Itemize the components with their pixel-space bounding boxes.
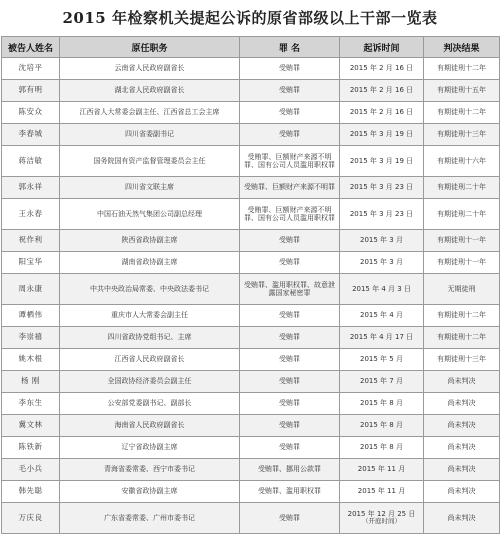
cell-position: 中共中央政治局常委、中央政法委书记 (60, 274, 240, 305)
cell-charge: 受贿罪 (240, 393, 340, 415)
cell-name: 祝作利 (2, 230, 60, 252)
cell-verdict: 有期徒刑十一年 (424, 252, 500, 274)
cell-name: 冀文林 (2, 415, 60, 437)
table-body (2, 58, 500, 534)
cell-charge: 受贿罪 (240, 371, 340, 393)
cell-position: 陕西省政协副主席 (60, 230, 240, 252)
cell-date: 2015 年 8 月 (340, 415, 424, 437)
cell-name: 谭栖伟 (2, 305, 60, 327)
cell-verdict: 有期徒刑十三年 (424, 349, 500, 371)
cell-charge: 受贿罪 (240, 415, 340, 437)
cell-charge: 受贿罪、挪用公款罪 (240, 459, 340, 481)
cell-position: 海南省人民政府副省长 (60, 415, 240, 437)
cell-verdict: 有期徒刑十六年 (424, 146, 500, 177)
officials-table (1, 36, 500, 534)
cell-date: 2015 年 8 月 (340, 393, 424, 415)
cell-date: 2015 年 11 月 (340, 459, 424, 481)
cell-date: 2015 年 4 月 (340, 305, 424, 327)
table-row (2, 305, 500, 327)
cell-position: 安徽省政协副主席 (60, 481, 240, 503)
table-row (2, 199, 500, 230)
cell-charge: 受贿罪 (240, 503, 340, 534)
table-row (2, 177, 500, 199)
cell-name: 毛小兵 (2, 459, 60, 481)
cell-date: 2015 年 3 月 19 日 (340, 124, 424, 146)
cell-date: 2015 年 12 月 25 日 （开庭时间） (340, 503, 424, 534)
cell-position: 江西省人大常委会副主任、江西省总工会主席 (60, 102, 240, 124)
cell-position: 湖北省人民政府副省长 (60, 80, 240, 102)
cell-date: 2015 年 3 月 19 日 (340, 146, 424, 177)
cell-position: 辽宁省政协副主席 (60, 437, 240, 459)
cell-charge: 受贿罪、巨额财产来源不明罪、国有公司人员滥用职权罪 (240, 146, 340, 177)
cell-position: 公安部党委副书记、副部长 (60, 393, 240, 415)
cell-verdict: 尚未判决 (424, 371, 500, 393)
cell-date: 2015 年 3 月 23 日 (340, 199, 424, 230)
cell-name: 郭有明 (2, 80, 60, 102)
cell-verdict: 有期徒刑二十年 (424, 177, 500, 199)
cell-name: 姚木根 (2, 349, 60, 371)
cell-date: 2015 年 5 月 (340, 349, 424, 371)
cell-position: 云南省人民政府副省长 (60, 58, 240, 80)
table-row (2, 371, 500, 393)
cell-verdict: 有期徒刑二十年 (424, 199, 500, 230)
cell-name: 陈安众 (2, 102, 60, 124)
cell-name: 沈培平 (2, 58, 60, 80)
column-header-name: 被告人姓名 (2, 37, 60, 58)
cell-name: 陈铁新 (2, 437, 60, 459)
cell-verdict: 有期徒刑十一年 (424, 230, 500, 252)
cell-verdict: 尚未判决 (424, 481, 500, 503)
cell-position: 青海省委常委、西宁市委书记 (60, 459, 240, 481)
cell-position: 四川省委副书记 (60, 124, 240, 146)
cell-name: 万庆良 (2, 503, 60, 534)
cell-date: 2015 年 11 月 (340, 481, 424, 503)
date-note: （开庭时间） (362, 517, 401, 526)
cell-position: 全国政协经济委员会副主任 (60, 371, 240, 393)
table-row (2, 437, 500, 459)
cell-date: 2015 年 2 月 16 日 (340, 80, 424, 102)
cell-position: 四川省政协党组书记、主席 (60, 327, 240, 349)
table-row (2, 80, 500, 102)
cell-position: 湖南省政协副主席 (60, 252, 240, 274)
table-row (2, 146, 500, 177)
column-header-verdict: 判决结果 (424, 37, 500, 58)
column-header-charge: 罪 名 (240, 37, 340, 58)
cell-charge: 受贿罪 (240, 102, 340, 124)
cell-verdict: 尚未判决 (424, 459, 500, 481)
column-header-date: 起诉时间 (340, 37, 424, 58)
cell-position: 江西省人民政府副省长 (60, 349, 240, 371)
cell-name: 周永康 (2, 274, 60, 305)
cell-charge: 受贿罪、巨额财产来源不明罪 (240, 177, 340, 199)
table-row (2, 393, 500, 415)
cell-date: 2015 年 4 月 3 日 (340, 274, 424, 305)
cell-charge: 受贿罪 (240, 437, 340, 459)
cell-verdict: 无期徒刑 (424, 274, 500, 305)
cell-verdict: 有期徒刑十五年 (424, 80, 500, 102)
table-row (2, 102, 500, 124)
table-row (2, 230, 500, 252)
cell-verdict: 有期徒刑十三年 (424, 124, 500, 146)
table-row (2, 481, 500, 503)
table-row (2, 58, 500, 80)
cell-verdict: 有期徒刑十二年 (424, 102, 500, 124)
cell-charge: 受贿罪、滥用职权罪、故意泄露国家秘密罪 (240, 274, 340, 305)
cell-charge: 受贿罪 (240, 124, 340, 146)
cell-verdict: 有期徒刑十二年 (424, 327, 500, 349)
cell-name: 韩先聪 (2, 481, 60, 503)
table-row (2, 415, 500, 437)
cell-charge: 受贿罪、滥用职权罪 (240, 481, 340, 503)
cell-charge: 受贿罪 (240, 230, 340, 252)
cell-charge: 受贿罪 (240, 252, 340, 274)
table-row (2, 274, 500, 305)
cell-date: 2015 年 7 月 (340, 371, 424, 393)
cell-name: 李春城 (2, 124, 60, 146)
cell-name: 蒋洁敏 (2, 146, 60, 177)
cell-name: 阳宝华 (2, 252, 60, 274)
cell-date: 2015 年 2 月 16 日 (340, 58, 424, 80)
table-row (2, 327, 500, 349)
table-row (2, 252, 500, 274)
cell-name: 杨 刚 (2, 371, 60, 393)
cell-date: 2015 年 3 月 23 日 (340, 177, 424, 199)
cell-date: 2015 年 3 月 (340, 252, 424, 274)
cell-charge: 受贿罪 (240, 305, 340, 327)
cell-verdict: 有期徒刑十二年 (424, 58, 500, 80)
cell-charge: 受贿罪 (240, 327, 340, 349)
cell-name: 李东生 (2, 393, 60, 415)
cell-verdict: 尚未判决 (424, 437, 500, 459)
cell-charge: 受贿罪 (240, 58, 340, 80)
cell-position: 重庆市人大常委会副主任 (60, 305, 240, 327)
cell-verdict: 有期徒刑十二年 (424, 305, 500, 327)
table-header-row (2, 37, 500, 58)
table-row (2, 349, 500, 371)
cell-name: 李崇禧 (2, 327, 60, 349)
cell-position: 四川省文联主席 (60, 177, 240, 199)
cell-position: 中国石油天然气集团公司副总经理 (60, 199, 240, 230)
cell-verdict: 尚未判决 (424, 415, 500, 437)
cell-verdict: 尚未判决 (424, 503, 500, 534)
cell-name: 王永春 (2, 199, 60, 230)
table-row (2, 124, 500, 146)
cell-date: 2015 年 8 月 (340, 437, 424, 459)
column-header-position: 原任职务 (60, 37, 240, 58)
cell-name: 郭永祥 (2, 177, 60, 199)
cell-date: 2015 年 4 月 17 日 (340, 327, 424, 349)
cell-charge: 受贿罪 (240, 80, 340, 102)
cell-date: 2015 年 2 月 16 日 (340, 102, 424, 124)
page-title: 2015 年检察机关提起公诉的原省部级以上干部一览表 (62, 9, 438, 27)
table-row (2, 459, 500, 481)
cell-date: 2015 年 3 月 (340, 230, 424, 252)
cell-charge: 受贿罪、巨额财产来源不明罪、国有公司人员滥用职权罪 (240, 199, 340, 230)
cell-position: 国务院国有资产监督管理委员会主任 (60, 146, 240, 177)
cell-position: 广东省委常委、广州市委书记 (60, 503, 240, 534)
cell-charge: 受贿罪 (240, 349, 340, 371)
table-row (2, 503, 500, 534)
cell-verdict: 尚未判决 (424, 393, 500, 415)
